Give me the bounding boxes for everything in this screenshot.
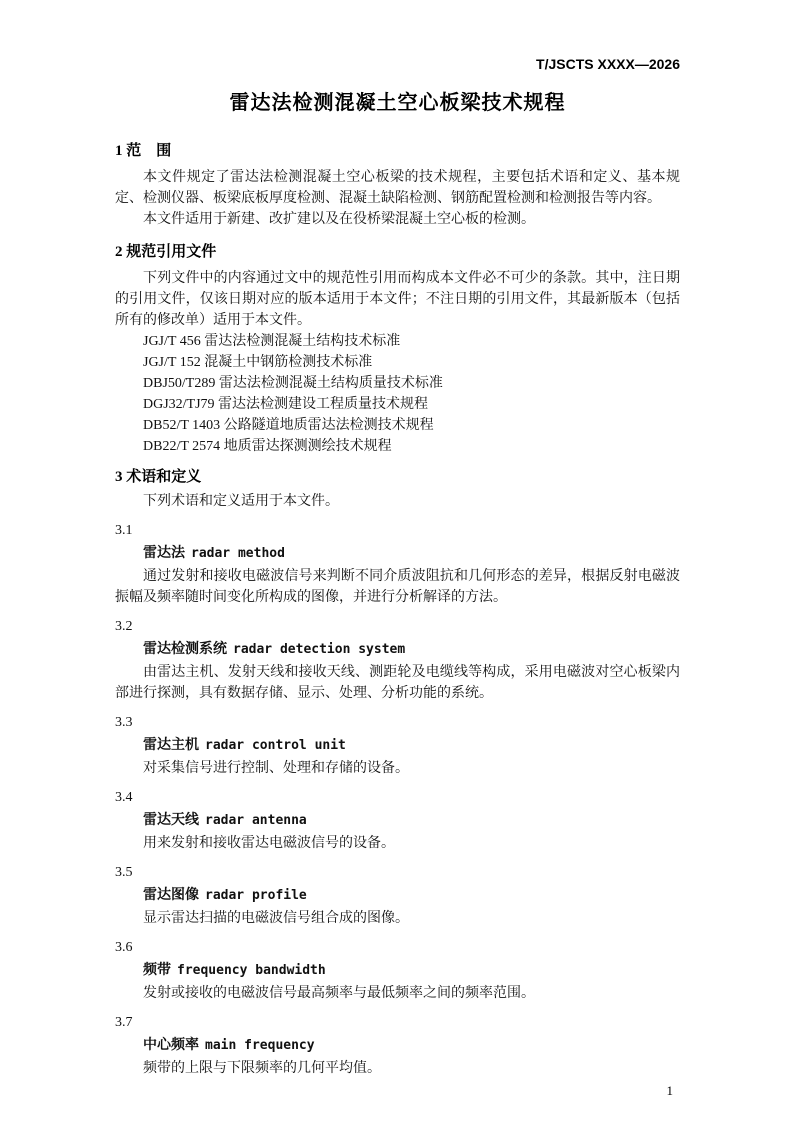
term-block-3-3 [115,712,680,779]
term-name [143,543,680,564]
term-block-3-6 [115,937,680,1004]
term-name-zh: 频带 [143,963,171,978]
term-definition: 通过发射和接收电磁波信号来判断不同介质波阻抗和几何形态的差异，根据反射电磁波振幅及频率随时间变化所构成的图像，并进行分析解译的方法。 [115,569,680,605]
term-name [143,735,680,756]
term-name-en: frequency bandwidth [177,963,326,978]
term-block-3-5 [115,862,680,929]
section-1-paragraph-1: 本文件规定了雷达法检测混凝土空心板梁的技术规程，主要包括术语和定义、基本规定、检测仪器、板梁底板厚度检测、混凝土缺陷检测、钢筋配置检测和检测报告等内容。 [115,170,680,206]
term-number: 3.2 [115,619,133,634]
term-name-zh: 雷达主机 [143,738,199,753]
term-number: 3.3 [115,715,133,730]
term-name [143,960,680,981]
term-definition: 发射或接收的电磁波信号最高频率与最低频率之间的频率范围。 [143,986,535,1001]
reference-list [115,331,680,457]
term-name [143,639,680,660]
reference-item: DB52/T 1403 公路隧道地质雷达法检测技术规程 [143,418,434,433]
term-definition: 由雷达主机、发射天线和接收天线、测距轮及电缆线等构成，采用电磁波对空心板梁内部进行探测，具有数据存储、显示、处理、分析功能的系统。 [115,665,680,701]
page-number: 1 [666,1083,673,1098]
term-name-en: radar detection system [233,642,406,657]
term-block-3-7 [115,1012,680,1079]
reference-item: JGJ/T 152 混凝土中钢筋检测技术标准 [143,355,373,370]
term-name-zh: 雷达图像 [143,888,199,903]
doc-code: T/JSCTS XXXX—2026 [536,56,680,72]
term-name-en: radar antenna [205,813,307,828]
term-definition: 显示雷达扫描的电磁波信号组合成的图像。 [143,911,409,926]
term-name [143,810,680,831]
reference-item: DB22/T 2574 地质雷达探测测绘技术规程 [143,439,392,454]
section-2-paragraph-1: 下列文件中的内容通过文中的规范性引用而构成本文件必不可少的条款。其中，注日期的引用文件，仅该日期对应的版本适用于本文件；不注日期的引用文件，其最新版本（包括所有的修改单）适用于本文件。 [115,271,680,328]
reference-item: DGJ32/TJ79 雷达法检测建设工程质量技术规程 [143,397,429,412]
term-block-3-4 [115,787,680,854]
term-name-zh: 雷达天线 [143,813,199,828]
term-name-zh: 雷达法 [143,546,185,561]
document-title: 雷达法检测混凝土空心板梁技术规程 [229,92,566,114]
term-number: 3.6 [115,940,133,955]
term-block-3-1 [115,520,680,608]
section-3-intro: 下列术语和定义适用于本文件。 [143,494,339,509]
term-name-zh: 雷达检测系统 [143,642,227,657]
document-content [115,55,680,1079]
term-name-zh: 中心频率 [143,1038,199,1053]
term-name-en: radar profile [205,888,307,903]
term-name [143,885,680,906]
term-block-3-2 [115,616,680,704]
term-name-en: main frequency [205,1038,315,1053]
reference-item: JGJ/T 456 雷达法检测混凝土结构技术标准 [143,334,401,349]
term-name [143,1035,680,1056]
term-number: 3.5 [115,865,133,880]
section-3-heading: 3 术语和定义 [115,469,202,485]
term-definition: 频带的上限与下限频率的几何平均值。 [143,1061,381,1076]
term-name-en: radar control unit [205,738,346,753]
term-number: 3.4 [115,790,133,805]
term-name-en: radar method [191,546,285,561]
term-number: 3.1 [115,523,133,538]
term-definition: 用来发射和接收雷达电磁波信号的设备。 [143,836,395,851]
term-number: 3.7 [115,1015,133,1030]
section-1-paragraph-2: 本文件适用于新建、改扩建以及在役桥梁混凝土空心板的检测。 [143,212,535,227]
section-1-heading: 1 范 围 [115,143,172,159]
term-definition: 对采集信号进行控制、处理和存储的设备。 [143,761,409,776]
reference-item: DBJ50/T289 雷达法检测混凝土结构质量技术标准 [143,376,443,391]
section-2-heading: 2 规范引用文件 [115,244,217,260]
